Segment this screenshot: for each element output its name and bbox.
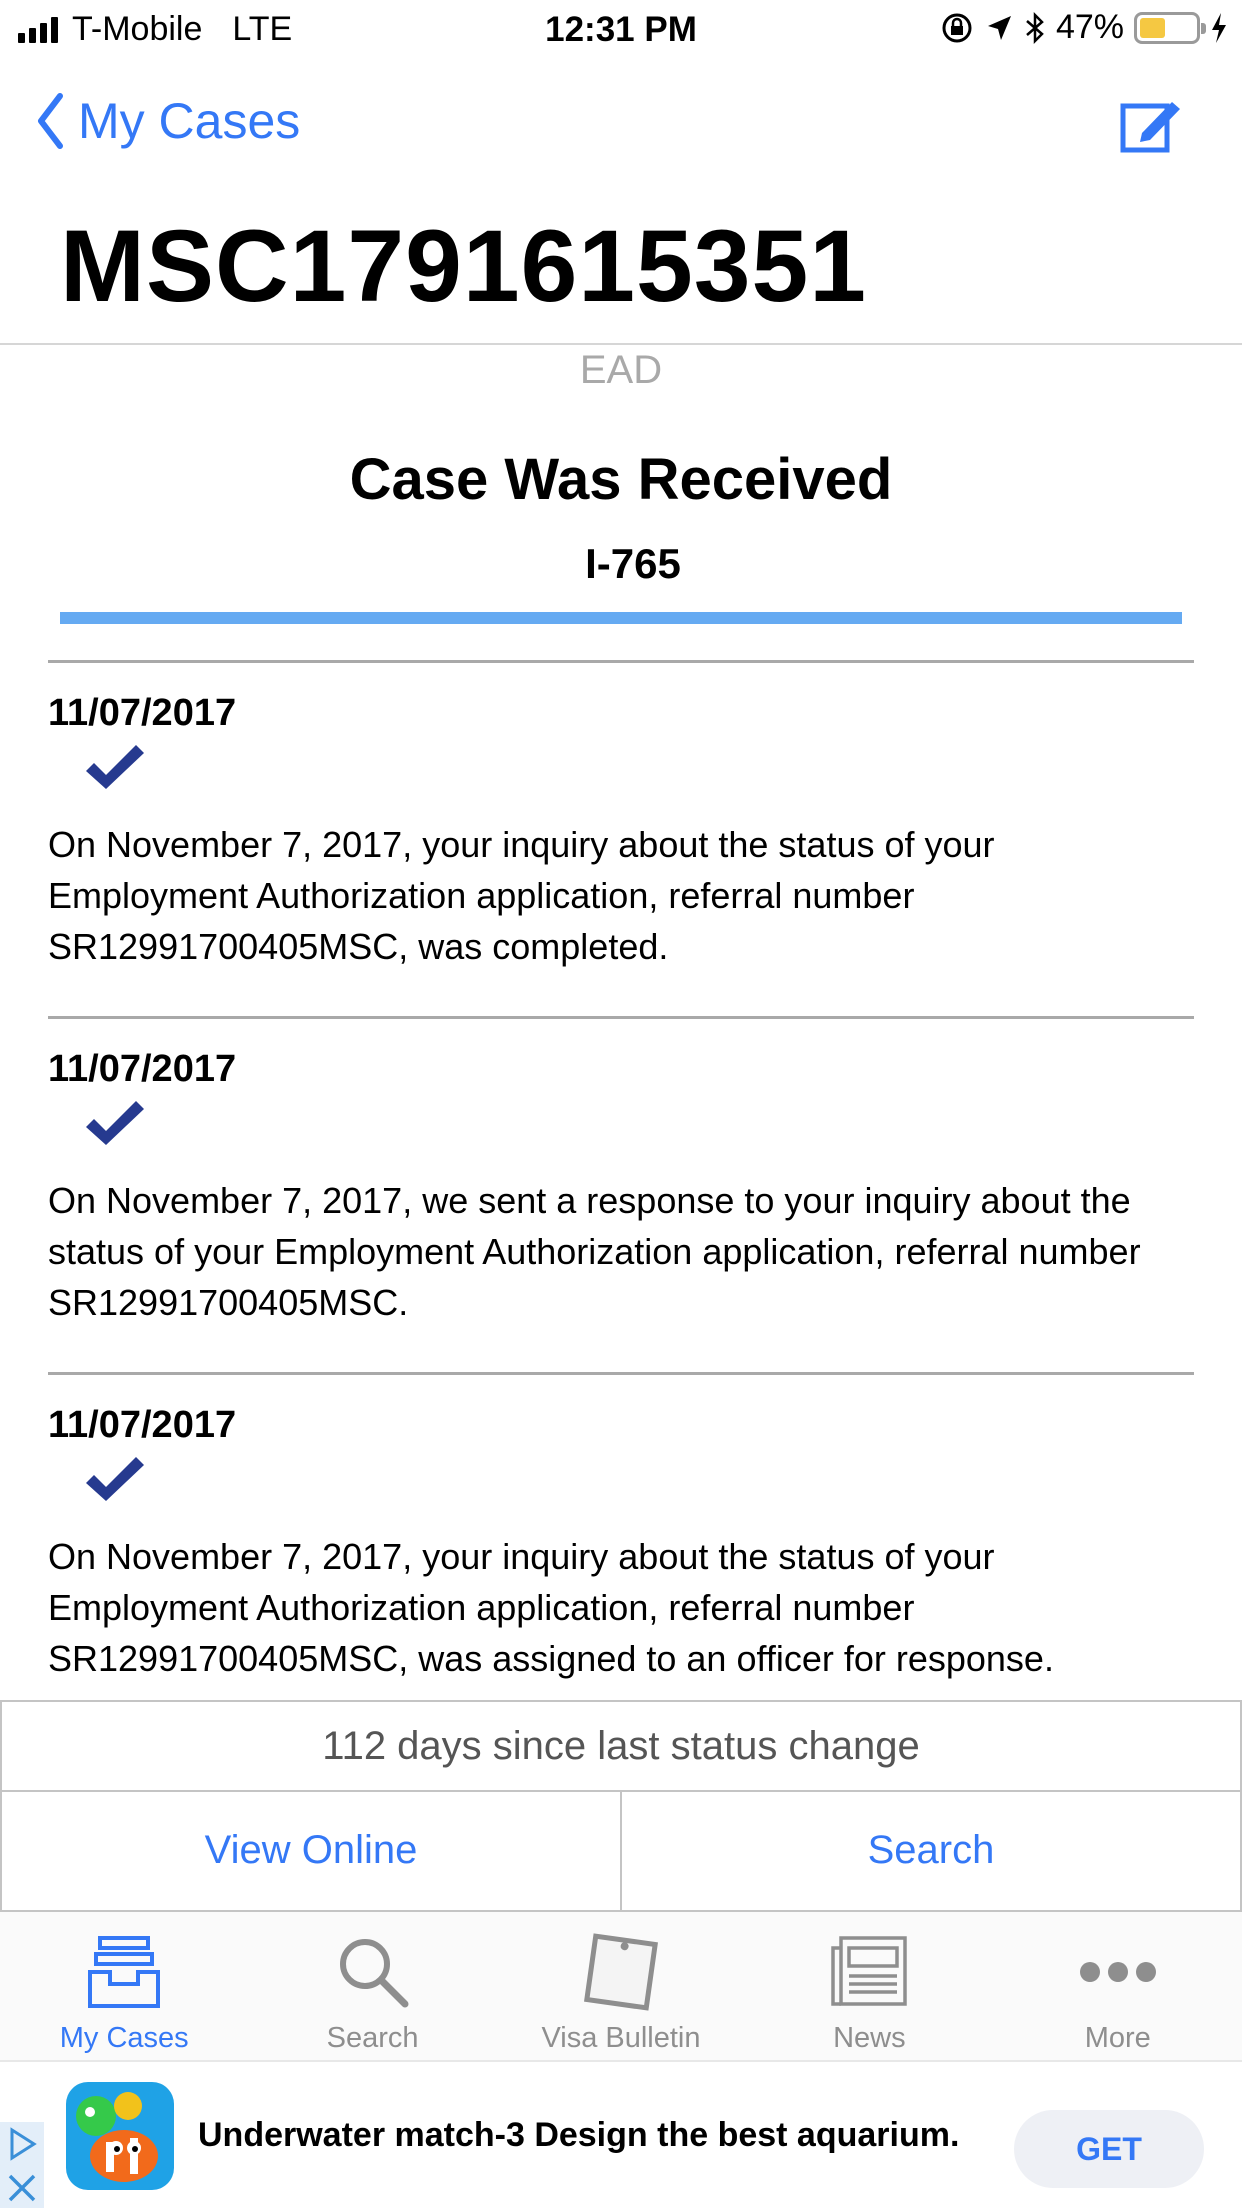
header-divider bbox=[0, 343, 1242, 345]
case-progress-bar bbox=[60, 612, 1182, 624]
history-item bbox=[48, 1372, 1194, 1700]
status-bar bbox=[0, 0, 1242, 62]
note-icon bbox=[581, 1932, 661, 2012]
history-item bbox=[48, 1016, 1194, 1372]
battery-percent: 47% bbox=[1055, 8, 1124, 46]
days-since-status-change: 112 days since last status change bbox=[0, 1700, 1242, 1792]
charging-bolt-icon bbox=[1210, 12, 1228, 44]
case-type-label: EAD bbox=[579, 348, 663, 392]
tab-label: News bbox=[833, 2022, 906, 2054]
history-item bbox=[48, 660, 1194, 1016]
status-history-list bbox=[48, 660, 1194, 1700]
tab-label: My Cases bbox=[59, 2022, 189, 2054]
inbox-tray-icon bbox=[86, 1934, 162, 2010]
ad-choices-close[interactable] bbox=[0, 2122, 44, 2208]
ad-choices-icon bbox=[4, 2126, 40, 2162]
ad-get-button[interactable]: GET bbox=[1014, 2110, 1204, 2188]
network-type: LTE bbox=[232, 10, 293, 48]
history-description: On November 7, 2017, your inquiry about the status of your Employment Authorization application, referral number SR12991700405MSC, was assigned to an officer for response. bbox=[48, 1536, 1054, 1679]
history-date: 11/07/2017 bbox=[48, 1404, 237, 1446]
case-status-title: Case Was Received bbox=[349, 447, 893, 512]
checkmark-icon bbox=[84, 1455, 146, 1503]
tab-my-cases[interactable] bbox=[0, 1912, 248, 2060]
battery-fill bbox=[1140, 18, 1165, 38]
back-button[interactable] bbox=[36, 92, 300, 150]
tab-label: More bbox=[1084, 2022, 1151, 2054]
form-code: I-765 bbox=[585, 540, 681, 587]
ad-app-icon[interactable] bbox=[66, 2082, 174, 2190]
status-time: 12:31 PM bbox=[545, 10, 697, 49]
tab-label: Visa Bulletin bbox=[541, 2022, 701, 2054]
tab-label: Search bbox=[326, 2022, 419, 2054]
close-icon bbox=[4, 2170, 40, 2206]
magnifier-icon bbox=[335, 1934, 411, 2010]
history-description: On November 7, 2017, your inquiry about the status of your Employment Authorization application, referral number SR12991700405MSC, was completed. bbox=[48, 824, 995, 967]
history-description: On November 7, 2017, we sent a response to your inquiry about the status of your Employment Authorization application, referral number SR12991700405MSC. bbox=[48, 1180, 1141, 1323]
chevron-left-icon bbox=[36, 92, 64, 150]
location-arrow-icon bbox=[984, 13, 1014, 43]
history-date: 11/07/2017 bbox=[48, 692, 237, 734]
edit-case-button[interactable] bbox=[1120, 96, 1186, 159]
newspaper-icon bbox=[829, 1934, 909, 2010]
bluetooth-icon bbox=[1024, 11, 1046, 45]
ad-banner[interactable] bbox=[0, 2060, 1242, 2208]
tab-more[interactable] bbox=[994, 1912, 1242, 2060]
view-online-button[interactable]: View Online bbox=[204, 1827, 418, 1872]
case-progress-fill bbox=[60, 612, 1182, 624]
search-button[interactable]: Search bbox=[620, 1790, 1240, 1910]
status-bar-right bbox=[940, 8, 1228, 47]
battery-icon bbox=[1134, 12, 1200, 44]
tab-bar bbox=[0, 1912, 1242, 2060]
fish-game-icon bbox=[66, 2082, 174, 2190]
tab-visa-bulletin[interactable] bbox=[497, 1912, 745, 2060]
tab-search[interactable] bbox=[248, 1912, 496, 2060]
history-date: 11/07/2017 bbox=[48, 1048, 237, 1090]
case-number: MSC1791615351 bbox=[60, 209, 867, 323]
ad-headline: Underwater match-3 Design the best aquarium. bbox=[198, 2116, 960, 2154]
orientation-lock-icon bbox=[940, 11, 974, 45]
checkmark-icon bbox=[84, 743, 146, 791]
more-dots-icon bbox=[1078, 1957, 1158, 1987]
back-button-label: My Cases bbox=[78, 93, 301, 149]
carrier-name: T-Mobile bbox=[72, 10, 203, 48]
tab-news[interactable] bbox=[745, 1912, 993, 2060]
case-actions bbox=[0, 1790, 1242, 1912]
checkmark-icon bbox=[84, 1099, 146, 1147]
compose-icon bbox=[1120, 96, 1186, 154]
